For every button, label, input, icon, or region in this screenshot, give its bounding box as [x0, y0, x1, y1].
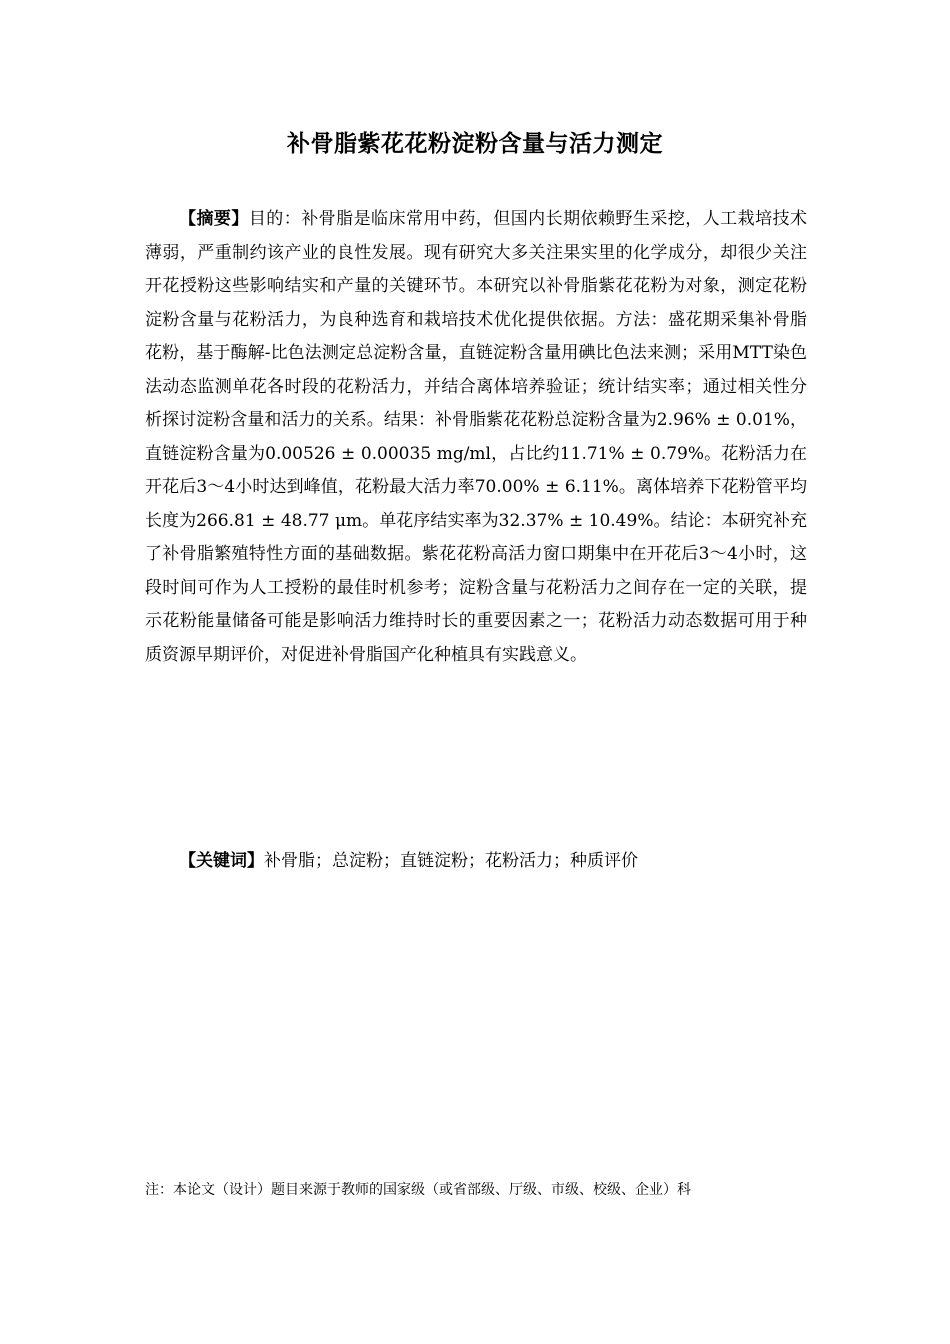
- paper-title: 补骨脂紫花花粉淀粉含量与活力测定: [287, 131, 663, 157]
- abstract-label: 【摘要】: [179, 209, 249, 229]
- keywords-text: 补骨脂；总淀粉；直链淀粉；花粉活力；种质评价: [264, 851, 638, 871]
- footnote: 注：本论文（设计）题目来源于教师的国家级（或省部级、厅级、市级、校级、企业）科: [145, 1182, 691, 1198]
- keywords-line: [179, 846, 819, 876]
- abstract-text: 目的：补骨脂是临床常用中药，但国内长期依赖野生采挖，人工栽培技术薄弱，严重制约该产业的良性发展。现有研究大多关注果实里的化学成分，却很少关注开花授粉这些影响结实和产量的关键环节。本研究以补骨脂紫花花粉为对象，测定花粉淀粉含量与花粉活力，为良种选育和栽培技术优化提供依据。方法：盛花期采集补骨脂花粉，基于酶解-比色法测定总淀粉含量，直链淀粉含量用碘比色法来测；采用MTT染色法动态监测单花各时段的花粉活力，并结合离体培养验证；统计结实率；通过相关性分析探讨淀粉含量和活力的关系。结果：补骨脂紫花花粉总淀粉含量为2.96% ± 0.01%，直链淀粉含量为0.00526 ± 0.00035 mg/ml，占比约11.71% ± 0.79%。花粉活力在开花后3～4小时达到峰值，花粉最大活力率70.00% ± 6.11%。离体培养下花粉管平均长度为266.81 ± 48.77 μm。单花序结实率为32.37% ± 10.49%。结论：本研究补充了补骨脂繁殖特性方面的基础数据。紫花花粉高活力窗口期集中在开花后3～4小时，这段时间可作为人工授粉的最佳时机参考；淀粉含量与花粉活力之间存在一定的关联，提示花粉能量储备可能是影响活力维持时长的重要因素之一；花粉活力动态数据可用于种质资源早期评价，对促进补骨脂国产化种植具有实践意义。: [145, 209, 808, 665]
- abstract-paragraph: [145, 203, 807, 672]
- keywords-label: 【关键词】: [179, 851, 264, 871]
